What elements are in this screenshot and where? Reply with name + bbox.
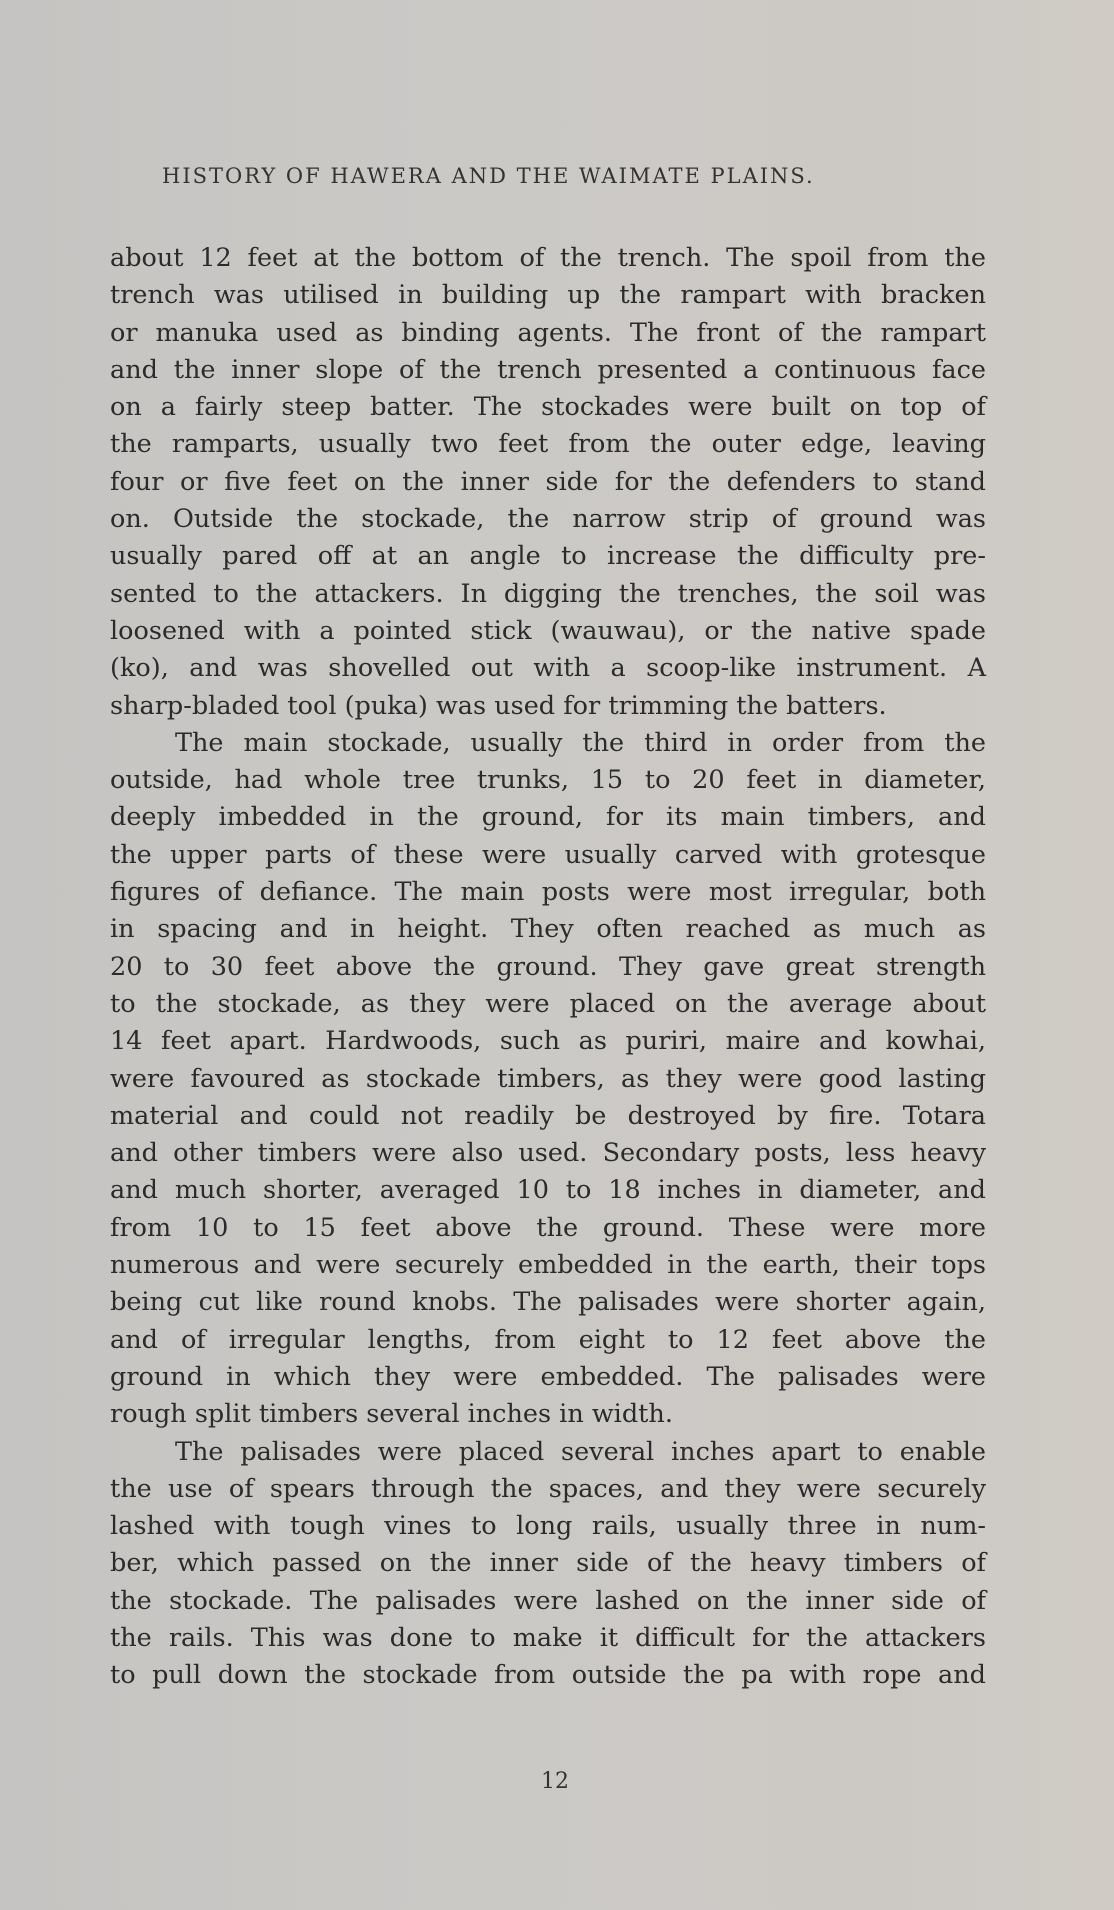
text-line: sharp-bladed tool (puka) was used for trimming the batters. (110, 690, 887, 721)
text-line: or manuka used as binding agents. The front of the rampart (110, 317, 986, 348)
text-line: four or five feet on the inner side for the defenders to stand (110, 466, 986, 497)
text-line: The main stockade, usually the third in order from the (175, 727, 986, 758)
text-line: numerous and were securely embedded in the earth, their tops (110, 1250, 986, 1281)
text-line: and the inner slope of the trench presented a continuous face (110, 354, 986, 385)
page-number: 12 (541, 1769, 569, 1794)
text-line: lashed with tough vines to long rails, usually three in num- (110, 1511, 986, 1542)
text-line: on. Outside the stockade, the narrow strip of ground was (110, 504, 986, 535)
text-line: deeply imbedded in the ground, for its main timbers, and (110, 802, 986, 833)
running-head: HISTORY OF HAWERA AND THE WAIMATE PLAINS. (162, 164, 815, 188)
text-line: sented to the attackers. In digging the trenches, the soil was (110, 578, 986, 609)
text-line: on a fairly steep batter. The stockades were built on top of (110, 392, 986, 423)
text-line: and other timbers were also used. Secondary posts, less heavy (110, 1138, 986, 1169)
text-line: rough split timbers several inches in width. (110, 1399, 673, 1430)
text-line: ground in which they were embedded. The palisades were (110, 1361, 986, 1392)
text-line: to the stockade, as they were placed on the average about (110, 988, 986, 1019)
text-line: the rails. This was done to make it difficult for the attackers (110, 1622, 986, 1653)
text-line: the stockade. The palisades were lashed on the inner side of (110, 1585, 986, 1616)
body-text (110, 240, 986, 1695)
text-line: 20 to 30 feet above the ground. They gave great strength (110, 951, 986, 982)
text-line: to pull down the stockade from outside the pa with rope and (110, 1660, 986, 1691)
text-line: the use of spears through the spaces, and they were securely (110, 1473, 986, 1504)
text-line: ber, which passed on the inner side of the heavy timbers of (110, 1548, 986, 1579)
text-line: trench was utilised in building up the rampart with bracken (110, 280, 986, 311)
text-line: loosened with a pointed stick (wauwau), or the native spade (110, 615, 986, 646)
text-line: and much shorter, averaged 10 to 18 inches in diameter, and (110, 1175, 986, 1206)
text-line: 14 feet apart. Hardwoods, such as puriri, maire and kowhai, (110, 1026, 986, 1057)
text-line: and of irregular lengths, from eight to 12 feet above the (110, 1324, 986, 1355)
text-line: outside, had whole tree trunks, 15 to 20 feet in diameter, (110, 765, 986, 796)
text-line: were favoured as stockade timbers, as they were good lasting (110, 1063, 986, 1094)
text-line: (ko), and was shovelled out with a scoop-like instrument. A (110, 653, 986, 684)
text-line: The palisades were placed several inches apart to enable (175, 1436, 986, 1467)
text-line: about 12 feet at the bottom of the trench. The spoil from the (110, 243, 986, 273)
text-line: the ramparts, usually two feet from the outer edge, leaving (110, 429, 986, 460)
text-line: usually pared off at an angle to increase the difficulty pre- (110, 541, 986, 572)
text-line: the upper parts of these were usually carved with grotesque (110, 839, 986, 870)
text-line: figures of defiance. The main posts were most irregular, both (110, 877, 986, 908)
text-line: material and could not readily be destroyed by fire. Totara (110, 1100, 986, 1131)
text-line: in spacing and in height. They often reached as much as (110, 914, 986, 945)
text-line: from 10 to 15 feet above the ground. These were more (110, 1212, 986, 1243)
text-line: being cut like round knobs. The palisades were shorter again, (110, 1287, 986, 1318)
